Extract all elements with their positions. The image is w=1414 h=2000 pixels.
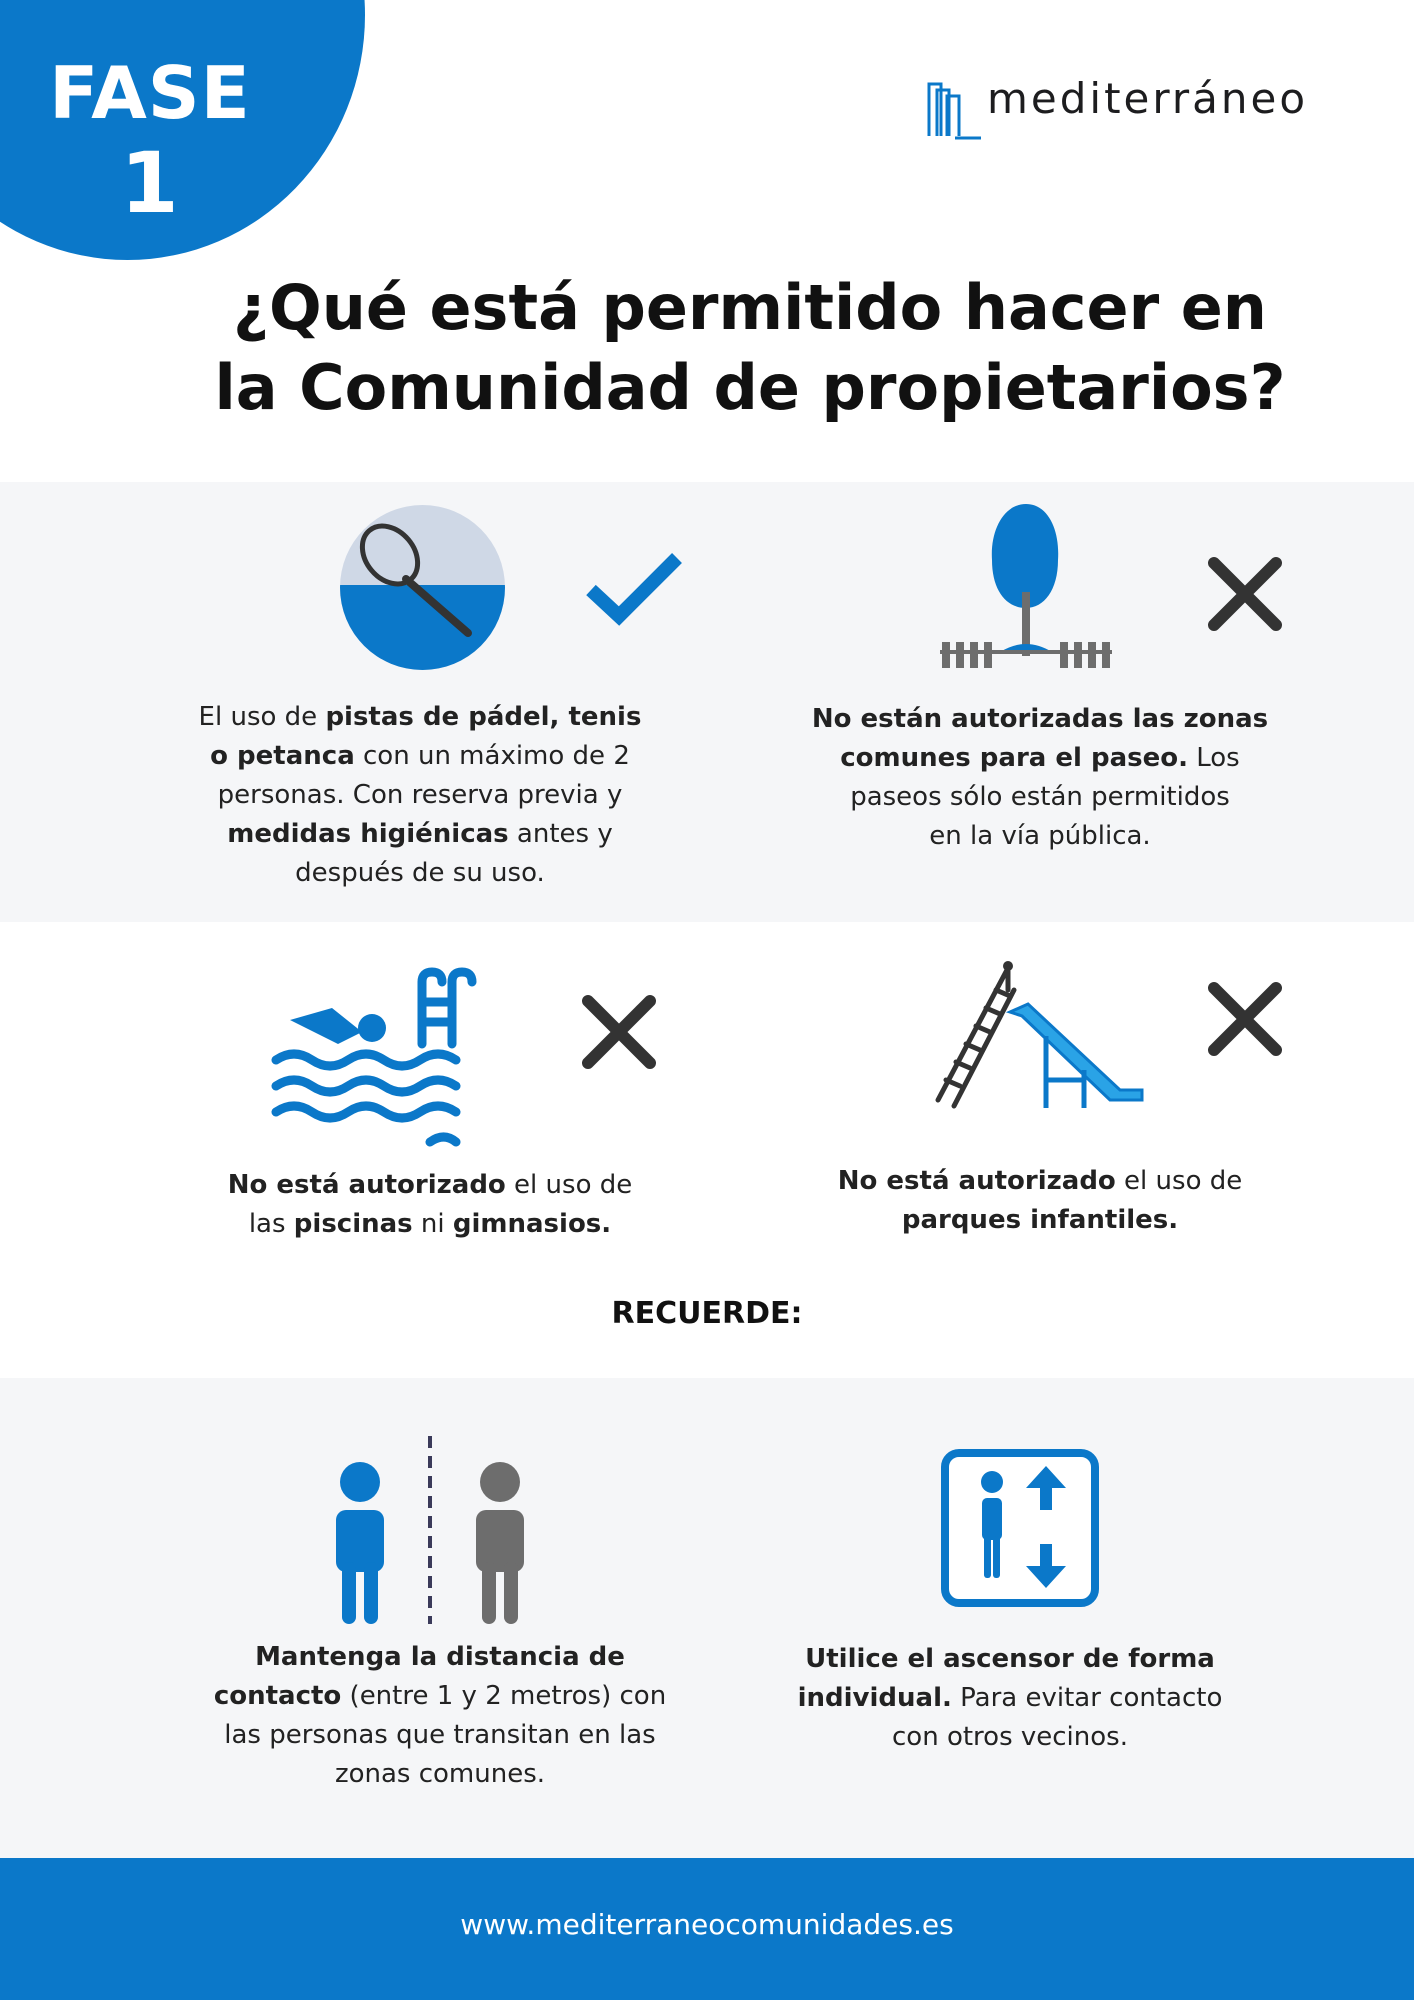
item-paseo-text <box>780 700 1300 856</box>
text-normal: con un máximo de 2 <box>354 741 630 771</box>
reminder-distancia-text <box>180 1638 700 1794</box>
text-line <box>750 1640 1270 1679</box>
text-line <box>160 698 680 737</box>
website-link[interactable]: www.mediterraneocomunidades.es <box>460 1908 954 1941</box>
text-line <box>170 1205 690 1244</box>
text-normal: personas. Con reserva previa y <box>217 780 623 810</box>
swimmer-icon <box>272 972 482 1152</box>
text-bold: parques infantiles. <box>901 1205 1179 1235</box>
text-line <box>180 1716 700 1755</box>
text-line <box>780 778 1300 817</box>
text-line <box>180 1677 700 1716</box>
text-bold: piscinas <box>293 1209 413 1239</box>
brand-name: mediterráneo <box>987 74 1309 123</box>
social-distance-icon <box>330 1432 530 1627</box>
elevator-icon <box>940 1448 1100 1608</box>
title-line-2: la Comunidad de propietarios? <box>214 351 1286 424</box>
tennis-racket-icon <box>340 505 505 670</box>
text-line <box>160 737 680 776</box>
text-normal: Los <box>1187 743 1240 773</box>
text-line <box>750 1718 1270 1757</box>
text-normal: paseos sólo están permitidos <box>850 782 1230 812</box>
text-bold: No están autorizadas las zonas <box>811 704 1269 734</box>
reminder-heading: RECUERDE: <box>611 1296 803 1331</box>
tree-fence-icon <box>940 502 1112 672</box>
text-line <box>780 700 1300 739</box>
text-normal: el uso de <box>1115 1166 1243 1196</box>
cross-icon <box>1206 555 1284 633</box>
text-bold: pistas de pádel, tenis <box>325 702 642 732</box>
text-normal: ni <box>412 1209 453 1239</box>
title-line-1: ¿Qué está permitido hacer en <box>233 271 1267 344</box>
text-normal: en la vía pública. <box>929 821 1151 851</box>
brand-logo <box>925 72 1309 142</box>
text-bold: Utilice el ascensor de forma <box>805 1644 1215 1674</box>
text-line <box>180 1638 700 1677</box>
text-line <box>160 815 680 854</box>
text-line <box>170 1166 690 1205</box>
reminder-ascensor-text <box>750 1640 1270 1757</box>
checkmark-icon <box>585 548 685 628</box>
text-normal: zonas comunes. <box>334 1759 546 1789</box>
text-line <box>780 739 1300 778</box>
text-bold: comunes para el paseo. <box>840 743 1188 773</box>
text-normal: con otros vecinos. <box>892 1722 1128 1752</box>
text-line <box>160 776 680 815</box>
footer <box>0 1858 1414 2000</box>
text-normal: las personas que transitan en las <box>224 1720 656 1750</box>
text-normal: antes y <box>508 819 613 849</box>
text-normal: (entre 1 y 2 metros) con <box>341 1681 667 1711</box>
text-line <box>180 1755 700 1794</box>
text-normal: las <box>248 1209 294 1239</box>
text-normal: el uso de <box>505 1170 633 1200</box>
page-title <box>150 268 1350 428</box>
text-bold: medidas higiénicas <box>227 819 509 849</box>
text-line <box>780 817 1300 856</box>
text-normal: Para evitar contacto <box>951 1683 1223 1713</box>
cross-icon <box>580 993 658 1071</box>
text-line <box>750 1679 1270 1718</box>
text-bold: individual. <box>797 1683 952 1713</box>
text-bold: Mantenga la distancia de <box>255 1642 625 1672</box>
text-bold: No está autorizado <box>837 1166 1116 1196</box>
item-piscinas-text <box>170 1166 690 1244</box>
cross-icon <box>1206 980 1284 1058</box>
building-logo-icon <box>925 78 985 138</box>
phase-label: FASE <box>49 51 251 135</box>
phase-badge-text <box>30 48 270 232</box>
item-padel-text <box>160 698 680 893</box>
text-normal: después de su uso. <box>295 858 545 888</box>
item-parques-text <box>780 1162 1300 1240</box>
text-bold: o petanca <box>210 741 355 771</box>
text-line <box>160 854 680 893</box>
text-line <box>780 1201 1300 1240</box>
phase-number: 1 <box>120 134 180 232</box>
slide-icon <box>934 960 1146 1110</box>
text-bold: gimnasios. <box>452 1209 612 1239</box>
text-bold: No está autorizado <box>227 1170 506 1200</box>
text-line <box>780 1162 1300 1201</box>
text-bold: contacto <box>213 1681 342 1711</box>
text-normal: El uso de <box>198 702 326 732</box>
